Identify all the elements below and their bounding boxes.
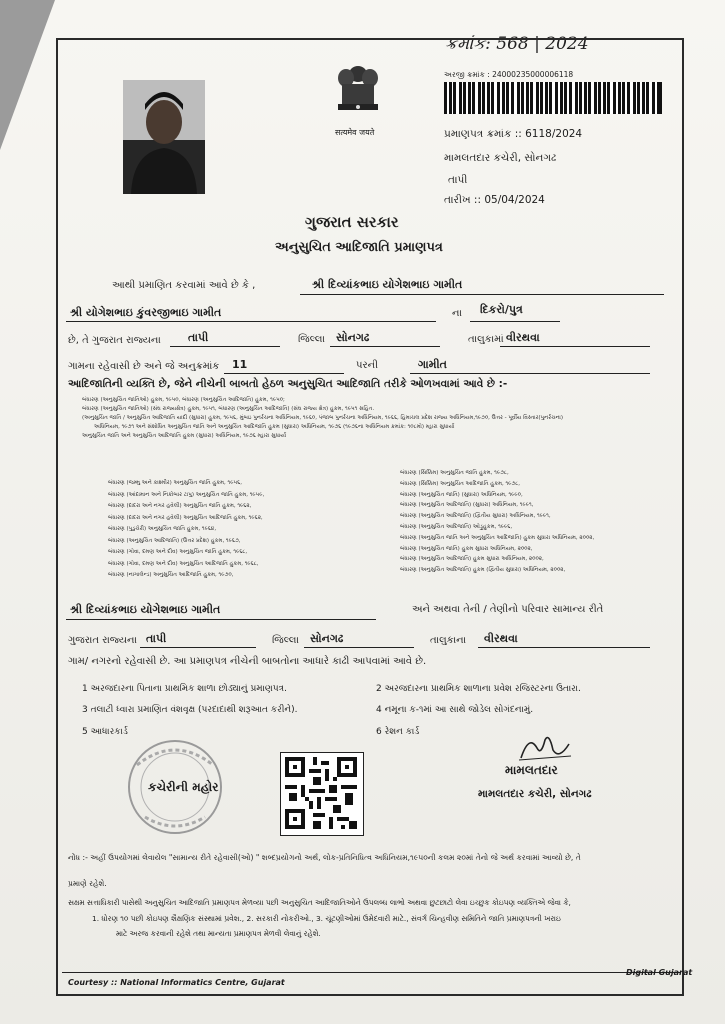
certify-label: આથી પ્રમાણિત કરવામાં આવે છે કે , xyxy=(112,280,256,291)
national-emblem-icon xyxy=(330,60,386,128)
order-item: બંધારણ (અનુસુચિત આદિજાતિ) હુકમ સુધારા અધિનિયમ, ૨૦૦૨, xyxy=(400,556,544,563)
order-item: બંધારણ (પુડુચેરી) અનુસુચિત જાતિ હુકમ, ૧૯૬૪, xyxy=(108,526,217,532)
office-name: મામલતદાર કચેરી, સોનગઢ xyxy=(444,152,557,164)
district-name-underline xyxy=(330,346,440,347)
candidate-name-2: શ્રી દિવ્યાંકભાઇ યોગેશભાઇ ગામીત xyxy=(70,603,221,616)
district-name-2-underline xyxy=(304,647,414,648)
emblem-motto: सत्यमेव जयते xyxy=(335,128,375,137)
taluka-label: તાલુકામાં xyxy=(468,334,504,345)
doc-item: 1 અરજદારના પિતાના પ્રાથમિક શાળા છોડ્યાનું પ્રમાણપત્ર. xyxy=(82,684,287,694)
candidate-name-2-underline xyxy=(66,619,376,620)
taluka-underline xyxy=(500,346,650,347)
district-heading: તાપી xyxy=(448,174,468,186)
order-item: બંધારણ (ગોવા, દમણ અને દીવ) અનુસુચિત જાતિ હુકમ, ૧૯૬૮, xyxy=(108,549,248,555)
order-item: બંધારણ (ગોવા, દમણ અને દીવ) અનુસુચિત આદિજાતિ હુકમ, ૧૯૬૮, xyxy=(108,560,259,567)
courtesy-text: Courtesy :: National Informatics Centre, Gujarat xyxy=(68,978,285,987)
order-item: બંધારણ (અનુસુચિત આદિજાતિ) (સુધારા) અધિનિયમ, ૧૯૯૧, xyxy=(400,502,534,509)
footer-divider xyxy=(62,972,680,973)
order-item: બંધારણ (દાદરા અને નગર હવેલી) અનુસુચિત આદિજાતિ હુકમ, ૧૯૬૨, xyxy=(108,514,263,521)
issue-date: તારીખ :: 05/04/2024 xyxy=(444,194,545,206)
qr-code xyxy=(280,752,364,836)
serial-underline xyxy=(224,373,344,374)
district-label-2: જિલ્લા xyxy=(272,635,299,646)
order-item: બંધારણ (અનુસુચિત જાતિ) (સુધારા) અધિનિયમ, ૧૯૯૦, xyxy=(400,491,523,498)
doc-item: 3 તલાટી ધ્વારા પ્રમાણિત વંશવૃક્ષ (પરદાદાથી શરૂઆત કરીને). xyxy=(82,705,298,715)
district-label: જિલ્લા xyxy=(298,334,325,345)
certificate-number: પ્રમાણપત્ર ક્રમાંક :: 6118/2024 xyxy=(444,128,583,140)
doc-item: 5 આધારકાર્ડ xyxy=(82,727,128,737)
orders-right-list xyxy=(400,468,594,576)
father-name: શ્રી યોગેશભાઇ કુંવરજીભાઇ ગામીત xyxy=(70,306,222,319)
taluka-value-2: વીરથવા xyxy=(484,632,518,645)
serial-value: 11 xyxy=(232,358,248,371)
folded-corner xyxy=(0,0,55,150)
order-item: બંધારણ (સિક્કિમ) અનુસુચિત જાતિ હુકમ, ૧૯૭૮, xyxy=(400,470,509,476)
district-2-underline xyxy=(140,647,256,648)
taluka-value: વીરથવા xyxy=(506,331,540,344)
district-value: તાપી xyxy=(188,331,209,344)
application-number: અરજી ક્રમાંક : 24000235000006118 xyxy=(444,70,574,79)
district-value-2: તાપી xyxy=(146,632,167,645)
order-item: બંધારણ (જમ્મુ અને કાશ્મીર) અનુસુચિત જાતિ હુકમ, ૧૯૫૬, xyxy=(108,480,242,486)
authority-item-2: માટે અરજ કરવાની રહેશે તથા માન્યતા પ્રમાણપત્ર મેળવી લેવાનું રહેશે. xyxy=(116,929,321,938)
order-item: બંધારણ (અનુસુચિત જાતિ) હુકમ સુધારા અધિનિયમ, ૨૦૦૨, xyxy=(400,545,533,552)
village-label: ગામના રહેવાસી છે અને જે અનુક્રમાંક xyxy=(68,361,220,372)
order-item: બંધારણ (અનુસુચિત જાતિઓ) હુકમ, ૧૯૫૦, બંધારણ (અનુસુચિત આદિજાતિ) હુકમ, ૧૯૫૦; xyxy=(82,397,285,403)
order-item: અધિનિયમ, ૧૯૭૧ અને સંશોધિત અનુસુચિત જાતિ અને અનુસુચિત આદિજાતિ હુકમ (સુધારા) અધિનિયમ, ૧૯૭૬ (૧૯૭૬ના અધિનિયમ ક્રમાંક: ૧૦૮મો) મ્હારા સુધાર્યા xyxy=(94,424,455,430)
taluka-2-underline xyxy=(478,647,650,648)
order-item: બંધારણ (અનુસુચિત આદિજાતિ) (ઉત્તર પ્રદેશ) હુકમ, ૧૯૬૭, xyxy=(108,537,241,544)
relation-value: દિકરો/પુત્ર xyxy=(480,303,523,316)
orders-top-list xyxy=(82,396,563,441)
barcode xyxy=(444,82,662,118)
note-line-2: પ્રમાણે રહેશે. xyxy=(68,879,107,888)
district-name: સોનગઢ xyxy=(336,331,370,344)
applicant-photo xyxy=(123,80,205,194)
signatory-title: મામલતદાર xyxy=(505,763,558,777)
state-label-2: ગુજરાત રાજ્યના xyxy=(68,635,137,646)
order-item: (અનુસુચિત જાતિ / અનુસુચિત આદિજાતિ યાદી (સુધારા) હુકમ, ૧૯૫૬, મુંબઇ પુનર્રચના અધિનિયમ, ૧૯૬૦, પંજાબ પુનર્રચના અધિનિયમ, ૧૯૬૬, હિમાચલ પ્રદેશ રાજ્ય અધિનિયમ,૧૯૭૦, ઉત્તર - પૂર્વીય વિસ્તાર(પુનર્રચના) xyxy=(82,415,564,421)
order-item: બંધારણ (નાગાલેન્ડ) અનુસુચિત આદિજાતિ હુકમ, ૧૯૭૦, xyxy=(108,572,234,578)
order-item: બંધારણ (અનુસુચિત જાતિ અને અનુસુચિત આદિજાતિ) હુકમ સુધારા અધિનિયમ, ૨૦૦૨, xyxy=(400,534,595,541)
tribe-statement: આદિજાતિની વ્યક્તિ છે, જેને નીચેની બાબતો હેઠળ અનુસુચિત આદિજાતિ તરીકે ઓળખવામાં આવે છે :- xyxy=(68,378,508,390)
district-name-2: સોનગઢ xyxy=(310,632,344,645)
orders-left-list xyxy=(108,478,264,582)
family-label: અને અથવા તેની / તેણીનો પરિવાર સામાન્ય રીતે xyxy=(412,604,604,615)
authority-item: 1. ધોરણ ૧૦ પછી કોઇપણ શૈક્ષણિક સંસ્થામાં પ્રવેશ., 2. સરકારી નોકરીઓ., 3. ચૂંટણીઓમાં ઉમેદવારી માટે., સંવર્ગ ચિન્હવીણ સમિતિને જાતિ પ્રમાણપત્રની ખરાઇ xyxy=(92,914,561,923)
tribe-value: ગામીત xyxy=(418,358,447,371)
certificate-title: અનુસુચિત આદિજાતિ પ્રમાણપત્ર xyxy=(275,240,443,255)
order-item: બંધારણ (અનુસુચિત આદિજાતિ) હુકમ (દ્વિતીય સુધારા) અધિનિયમ, ૨૦૦૨, xyxy=(400,567,566,574)
order-item: બંધારણ (અનુસુચિત જાતિઓ) (સંઘ રાજ્યક્ષેત્ર) હુકમ, ૧૯૫૧, બંધારણ (અનુસુચિત આદિજાતિ) (સંઘ રાજ્ય ક્ષેત્ર) હુકમ, ૧૯૫૧ સહિત. xyxy=(82,406,375,412)
tribe-label: પરની xyxy=(356,360,378,371)
father-name-underline xyxy=(66,321,436,322)
order-item: બંધારણ (આંદામાન અને નિકોબાર ટાપુ) અનુસુચિત જાતિ હુકમ, ૧૯૫૯, xyxy=(108,491,265,498)
government-title: ગુજરાત સરકાર xyxy=(305,213,399,231)
candidate-name: શ્રી દિવ્યાંકભાઇ યોગેશભાઇ ગામીત xyxy=(312,278,463,291)
order-item: બંધારણ (સિક્કિમ) અનુસુચિત આદિજાતિ હુકમ, ૧૯૭૮, xyxy=(400,480,521,487)
order-item: બંધારણ (દાદરા અને નગર હવેલી) અનુસુચિત જાતિ હુકમ, ૧૯૬૨, xyxy=(108,503,252,509)
digital-gujarat-text: Digital Gujarat xyxy=(626,968,693,977)
office-stamp-label: કચેરીની મહોર xyxy=(148,780,219,794)
relation-underline xyxy=(470,321,560,322)
authority-line: સક્ષમ સત્તાધિકારી પાસેથી અનુસુચિત આદિજાતિ પ્રમાણપત્ર મેળવ્યા પછી અનુસુચિત આદિજાતિઓને ઉપલબ્ધ લાભો અથવા છુટછાટો લેવા ઇચ્છુક કોઇપણ વ્યક્તિએ જેવા કે, xyxy=(68,898,571,907)
state-label: છે, તે ગુજરાત રાજ્યના xyxy=(68,335,161,346)
order-item: અનુસુચિત જાતિ અને અનુસુચિત આદિજાતિ હુકમ (સુધારા) અધિનિયમ, ૧૯૭૬ મ્હારા સુધાર્યા xyxy=(82,433,287,439)
order-item: બંધારણ (અનુસુચિત આદિજાતિ) ઓડ્રુહુકમ, ૧૯૯૬, xyxy=(400,523,513,530)
relation-prefix: ના xyxy=(452,308,462,319)
order-item: બંધારણ (અનુસુચિત આદિજાતિ) (દ્વિતીય સુધારા) અધિનિયમ, ૧૯૯૧, xyxy=(400,513,551,520)
candidate-name-underline xyxy=(300,294,664,295)
doc-item: 6 રેશન કાર્ડ xyxy=(376,727,420,737)
handwritten-register-number: ક્રમાંક: 568 | 2024 xyxy=(445,34,589,54)
district-underline xyxy=(170,346,280,347)
basis-statement: ગામ/ નગરનો રહેવાસી છે. આ પ્રમાણપત્ર નીચેની બાબતોના આધારે કાઢી આપવામાં આવે છે. xyxy=(68,656,427,667)
note-line-1: નોંધ :- અહીં ઉપયોગમાં લેવાયેલ "સામાન્ય રીતે રહેવાસી(ઓ) " શબ્દપ્રયોગનો અર્થ, લોક-પ્રતિનિધિત્વ અધિનિયમ,૧૯૫૦ની કલમ ૨૦માં તેનો જે અર્થ કરવામાં આવ્યો છે, તે xyxy=(68,853,581,862)
signatory-office: મામલતદાર કચેરી, સોનગઢ xyxy=(478,788,592,800)
doc-item: 4 નમૂના ક-૧માં આ સાથે જોડેલ સોગંદનામું. xyxy=(376,705,534,715)
doc-item: 2 અરજદારના પ્રાથમિક શાળાના પ્રવેશ રજિસ્ટરના ઉતારા. xyxy=(376,684,581,694)
tribe-underline xyxy=(410,373,650,374)
taluka-label-2: તાલુકાના xyxy=(430,635,467,646)
